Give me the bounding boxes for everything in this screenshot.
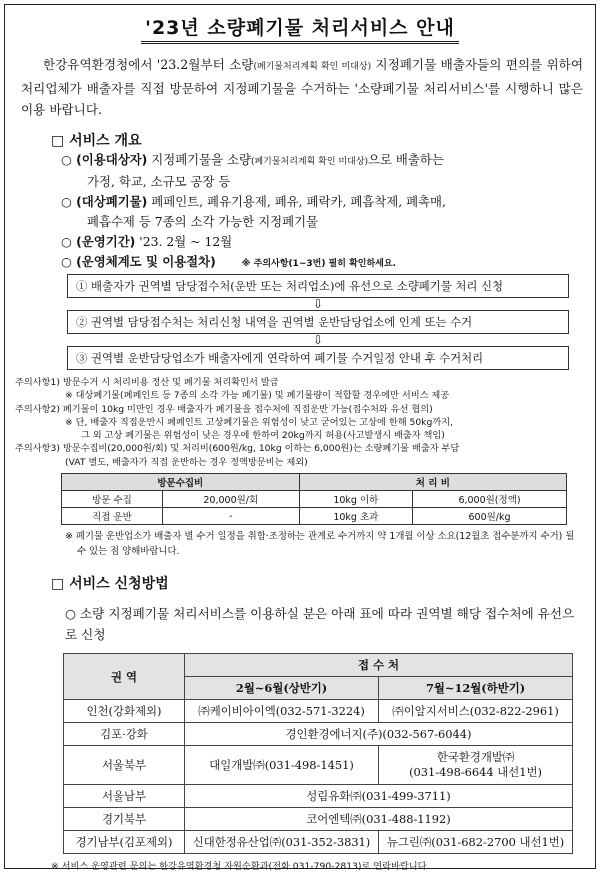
office-region: 서울남부 <box>64 785 185 808</box>
waste-text: 폐페인트, 폐유기용제, 폐유, 폐락카, 폐흡착제, 폐촉매, <box>147 194 446 209</box>
caution-3: 주의사항3) 방문수집비(20,000원/회) 및 처리비(600원/kg, 10kg 이하는 6,000원)는 소량폐기물 배출자 부담 <box>15 443 460 455</box>
caution-1-note: ※ 대상폐기물(폐페인트 등 7종의 소각 가능 폐기물) 및 폐기물량이 적합할 경우에만 서비스 제공 <box>65 390 450 402</box>
office-region: 경기남부(김포제외) <box>64 831 185 854</box>
office-cell-line: 한국환경개발㈜ <box>436 750 515 765</box>
office-header-h2: 7월~12월(하반기) <box>379 677 573 700</box>
table-row <box>64 746 573 785</box>
office-header-office: 접 수 처 <box>185 654 573 677</box>
period-item <box>61 232 581 252</box>
step-3: ③ 권역별 운반담당업소가 배출자에게 연락하여 폐기물 수거일정 안내 후 수거처리 <box>67 346 569 370</box>
fee-cell: 20,000원/회 <box>163 491 300 508</box>
office-cell: 성림유화㈜(031-499-3711) <box>185 785 573 808</box>
table-row <box>64 808 573 831</box>
apply-text: ○ 소량 지정폐기물 처리서비스를 이용하실 분은 아래 표에 따라 권역별 해당 접수처에 유선으로 신청 <box>65 606 575 643</box>
fee-table <box>61 473 567 525</box>
target-text-2: 으로 배출하는 <box>368 152 444 167</box>
office-region: 서울북부 <box>64 746 185 785</box>
table-row <box>62 491 567 508</box>
fee-cell: 10kg 초과 <box>299 508 412 525</box>
intro-paragraph <box>21 54 583 120</box>
target-text-3: 가정, 학교, 소규모 공장 등 <box>87 174 231 189</box>
table-row <box>64 700 573 723</box>
section-overview-heading: □ 서비스 개요 <box>51 133 142 149</box>
fee-cell: - <box>163 508 300 525</box>
target-text: 지정폐기물을 소량 <box>147 152 251 167</box>
step-1: ① 배출자가 권역별 담당접수처(운반 또는 처리업소)에 유선으로 소량폐기물 처리 신청 <box>67 274 569 298</box>
fee-cell: 10kg 이하 <box>299 491 412 508</box>
office-cell: ㈜케이비아이엑(032-571-3224) <box>185 700 379 723</box>
office-cell-line: (031-498-6644 내선1번) <box>409 765 542 780</box>
system-note: ※ 주의사항(1~3번) 필히 확인하세요. <box>241 259 396 269</box>
intro-text: 한강유역환경청에서 '23.2월부터 소량 <box>43 57 254 72</box>
cautions-block <box>15 376 587 469</box>
notice-page <box>4 4 596 873</box>
caution-2: 주의사항2) 폐기물이 10kg 미만인 경우 배출자가 폐기물을 접수처에 직접운반 가능(접수처와 유선 협의) <box>15 403 433 415</box>
target-note: (폐기물처리계획 확인 미대상) <box>250 157 369 167</box>
caution-3-note: (VAT 별도, 배출자가 직접 운반하는 경우 정액방문비는 제외) <box>65 456 308 468</box>
office-cell: 뉴그린㈜(031-682-2700 내선1번) <box>379 831 573 854</box>
office-cell: ㈜이알지서비스(032-822-2961) <box>379 700 573 723</box>
office-table <box>63 653 573 854</box>
fee-cell: 방문 수집 <box>62 491 163 508</box>
table-row <box>62 508 567 525</box>
target-item <box>61 150 581 192</box>
system-item <box>61 252 581 274</box>
waste-item <box>61 192 581 232</box>
office-region: 김포·강화 <box>64 723 185 746</box>
fee-header-collect: 방문수집비 <box>62 474 300 491</box>
fee-cell: 600원/kg <box>413 508 567 525</box>
office-header-region: 권 역 <box>64 654 185 700</box>
office-cell <box>379 746 573 785</box>
system-label: ○ (운영체계도 및 이용절차) <box>61 254 216 269</box>
down-arrow-icon: ⇩ <box>312 297 324 311</box>
fee-cell: 직접 운반 <box>62 508 163 525</box>
fee-cell: 6,000원(정액) <box>413 491 567 508</box>
office-cell: 코어엔텍㈜(031-488-1192) <box>185 808 573 831</box>
waste-text-2: 폐흡수제 등 7종의 소각 가능한 지정폐기물 <box>87 214 319 229</box>
section-apply-heading: □ 서비스 신청방법 <box>51 576 169 593</box>
office-region: 경기북부 <box>64 808 185 831</box>
table-row <box>64 723 573 746</box>
period-label: ○ (운영기간) <box>61 234 136 249</box>
table-row <box>64 785 573 808</box>
intro-text-rest: 지정폐기물 배출자들의 편의를 위하여 처리업체가 배출자를 직접 방문하여 지정폐기물을 수거하는 '소량폐기물 처리서비스'를 시행하니 많은 이용 바랍니다. <box>21 57 583 117</box>
step-2: ② 권역별 담당접수처는 처리신청 내역을 권역별 운반담당업소에 인계 또는 수거 <box>67 310 569 334</box>
table-row <box>64 831 573 854</box>
office-cell: 신대한정유산업㈜(031-352-3831) <box>185 831 379 854</box>
page-title: '23년 소량폐기물 처리서비스 안내 <box>141 13 459 44</box>
waste-label: ○ (대상폐기물) <box>61 194 148 209</box>
office-header-h1: 2월~6월(상반기) <box>185 677 379 700</box>
footer-note: ※ 서비스 운영관련 문의는 한강유역환경청 자원순환과(전화 031-790-2813)로 연락바랍니다. <box>51 861 430 873</box>
fee-header-treat: 처 리 비 <box>299 474 566 491</box>
office-region: 인천(강화제외) <box>64 700 185 723</box>
down-arrow-icon: ⇩ <box>312 333 324 347</box>
period-text: '23. 2월 ~ 12월 <box>135 234 233 249</box>
target-label: ○ (이용대상자) <box>61 152 148 167</box>
office-cell: 경인환경에너지(주)(032-567-6044) <box>185 723 573 746</box>
caution-2-note-2: 그 외 고상 폐기물은 위험성이 낮은 경우에 한하여 20kg까지 허용(사고발생시 배출자 책임) <box>81 430 445 442</box>
intro-note: (폐기물처리계획 확인 미대상) <box>253 62 372 72</box>
office-cell: 대일개발㈜(031-498-1451) <box>185 746 379 785</box>
caution-2-note: ※ 단, 배출자 직접운반시 폐페인트 고상폐기물은 위험성이 낮고 굳어있는 고상에 한해 50kg까지, <box>65 416 454 428</box>
fee-note: ※ 폐기물 운반업소가 배출자 별 수거 일정을 취합·조정하는 관계로 수거까지 약 1개월 이상 소요(12월초 접수분까지 수거) 될 수 있는 점 양해바랍니다. <box>65 531 575 558</box>
caution-1: 주의사항1) 방문수거 시 처리비용 정산 및 폐기물 처리확인서 발급 <box>15 377 279 388</box>
